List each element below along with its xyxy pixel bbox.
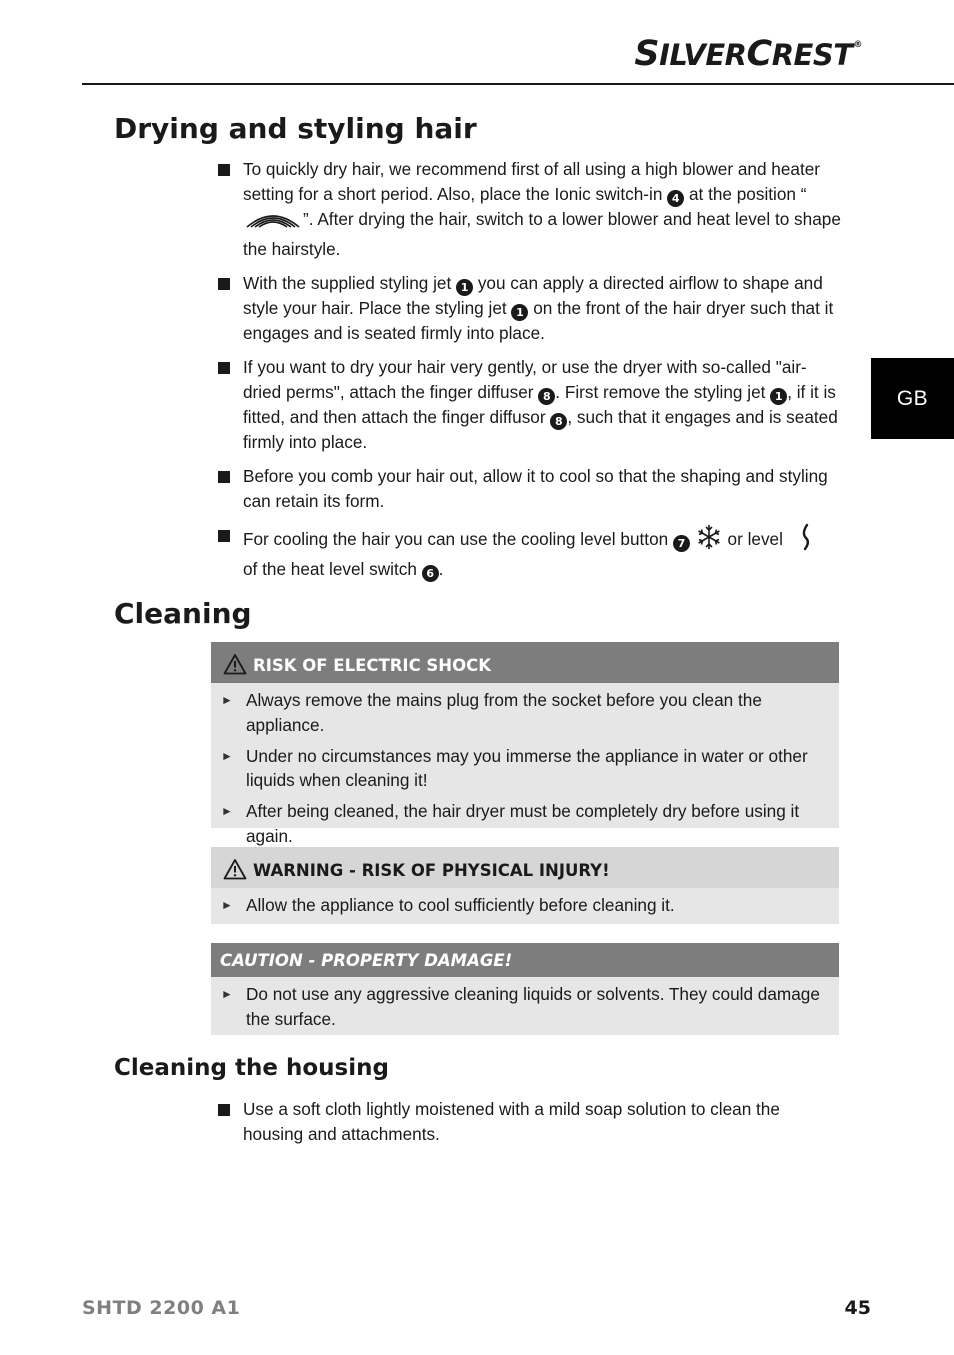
list-item: ► Under no circumstances may you immerse the appliance in water or other liquids when cleaning it! [221,745,808,791]
warning-header [211,847,839,888]
brand-logo-letters: REST [771,38,853,72]
warning-triangle-icon [223,653,247,679]
warning-box-electric-shock [211,642,839,846]
square-bullet-icon [218,278,230,290]
header-rule [82,83,954,85]
square-bullet-icon [218,164,230,176]
list-item: To quickly dry hair, we recommend first of all using a high blower and heater setting for a short period. Also, place the Ionic switch-in 4 at the position “”. After drying the hair, switch to a lower blower and heat level to shape the hairstyle. [216,157,844,262]
footer-page-number: 45 [844,1297,871,1319]
list-item: ► After being cleaned, the hair dryer must be completely dry before using it again. [221,801,800,846]
list-item: ► Do not use any aggressive cleaning liquids or solvents. They could damage the surface. [221,984,820,1029]
cool-level-icon [800,523,812,558]
caution-box-property-damage [211,943,839,1035]
brand-logo-letter: C [746,34,772,74]
warning-heading: WARNING - RISK OF PHYSICAL INJURY! [253,861,610,880]
part-number-badge: 6 [422,565,439,582]
language-tab: GB [871,358,954,439]
section-title-housing: Cleaning the housing [114,1055,389,1081]
caution-heading: CAUTION - PROPERTY DAMAGE! [220,950,513,970]
warning-header [211,642,839,683]
warning-triangle-icon [223,858,247,884]
list-item: For cooling the hair you can use the cooling level button 7 or level of the heat level switch 6 . [216,523,844,583]
part-number-badge: 7 [673,535,690,552]
part-number-badge: 8 [550,413,567,430]
registered-mark: ® [853,40,862,50]
brand-logo-letter: S [634,34,660,74]
warning-heading: RISK OF ELECTRIC SHOCK [253,656,492,675]
list-item: ► Allow the appliance to cool sufficiently before cleaning it. [221,893,827,918]
ionic-waves-icon [243,207,303,238]
square-bullet-icon [218,1104,230,1116]
arrow-bullet-icon: ► [221,898,233,912]
list-item: Before you comb your hair out, allow it to cool so that the shaping and styling can retain its form. [216,464,844,513]
list-item: ► Always remove the mains plug from the socket before you clean the appliance. [221,690,762,735]
drying-bullet-list [216,157,844,592]
square-bullet-icon [218,362,230,374]
section-title-cleaning: Cleaning [114,597,252,630]
warning-list [211,683,839,859]
caution-list [211,977,839,1042]
caution-header [211,943,839,977]
brand-logo [634,34,862,74]
arrow-bullet-icon: ► [221,748,233,763]
brand-logo-letters: ILVER [659,38,747,72]
housing-bullet-list [216,1097,844,1156]
section-title-drying: Drying and styling hair [114,112,477,145]
square-bullet-icon [218,530,230,542]
list-item: Use a soft cloth lightly moistened with a mild soap solution to clean the housing and attachments. [216,1097,844,1146]
list-item: With the supplied styling jet 1 you can apply a directed airflow to shape and style your hair. Place the styling jet 1 on the front of the hair dryer such that it engages and is seated firmly into place. [216,271,844,346]
part-number-badge: 1 [770,388,787,405]
arrow-bullet-icon: ► [221,987,233,1001]
snowflake-icon [695,523,723,558]
part-number-badge: 8 [538,388,555,405]
arrow-bullet-icon: ► [221,804,233,819]
footer-model-number: SHTD 2200 A1 [82,1297,241,1319]
arrow-bullet-icon: ► [221,693,233,707]
part-number-badge: 1 [456,279,473,296]
warning-box-physical-injury [211,847,839,924]
list-item: If you want to dry your hair very gently, or use the dryer with so-called "air-dried perms", attach the finger diffuser 8 . First remove the styling jet 1 , if it is fitted, and then attach the finger diffusor 8 , such that it engages and is seated firmly into place. [216,355,844,454]
warning-list [211,888,839,928]
part-number-badge: 1 [511,304,528,321]
part-number-badge: 4 [667,190,684,207]
square-bullet-icon [218,471,230,483]
